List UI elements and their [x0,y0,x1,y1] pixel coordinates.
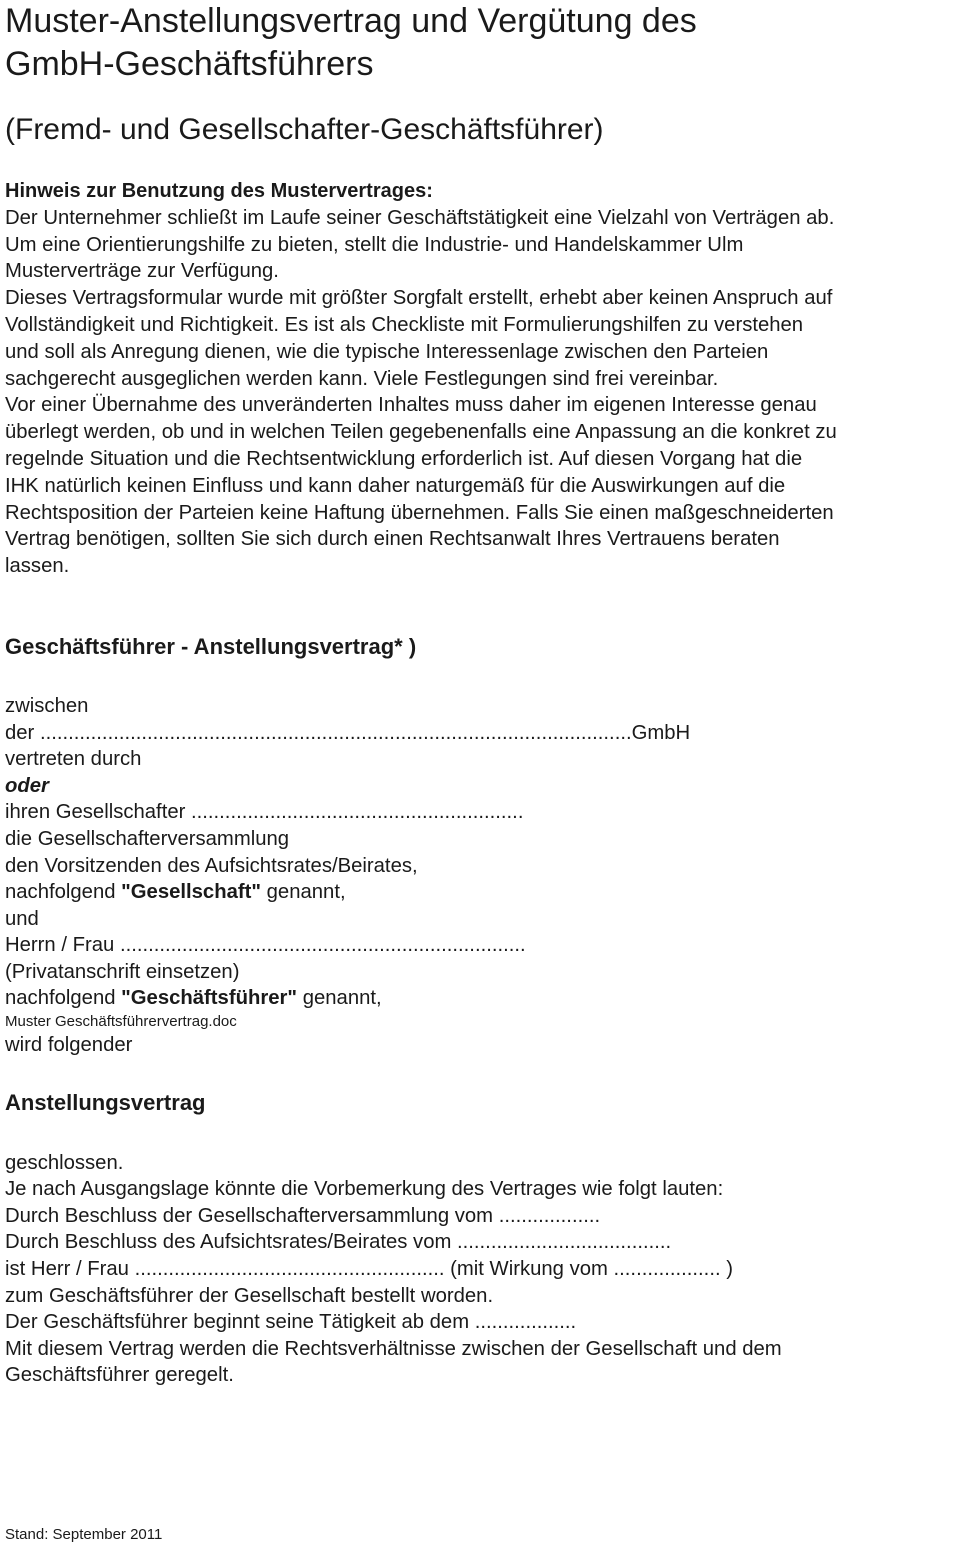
document-subtitle: (Fremd- und Gesellschafter-Geschäftsführer) [5,113,604,146]
notice-line-5: Vollständigkeit und Richtigkeit. Es ist als Checkliste mit Formulierungshilfen zu verstehen [5,313,804,336]
notice-line-12: Rechtsposition der Parteien keine Haftung übernehmen. Falls Sie einen maßgeschneiderten [5,501,834,524]
designation-prefix: nachfolgend [5,881,122,904]
notice-line-13: Vertrag benötigen, sollten Sie sich durch einen Rechtsanwalt Ihres Vertrauens beraten [5,528,780,551]
party-address-hint: (Privatanschrift einsetzen) [5,960,240,983]
notice-line-3: Musterverträge zur Verfügung. [5,260,279,283]
designation-company: "Gesellschaft" [121,881,262,904]
party-assembly: die Gesellschafterversammlung [5,827,290,850]
section-heading: Geschäftsführer - Anstellungsvertrag* ) [5,633,417,659]
preamble-resolution-assembly: Durch Beschluss der Gesellschafterversammlung vom .................. [5,1204,601,1227]
party-and: und [5,907,39,930]
preamble-scope-line-2: Geschäftsführer geregelt. [5,1364,234,1387]
designation-suffix: genannt, [261,881,346,904]
contract-parties [5,693,957,1059]
designation-suffix: genannt, [297,987,382,1010]
party-manager-name: Herrn / Frau ........................................................................ [5,934,526,957]
notice-line-9: überlegt werden, ob und in welchen Teilen gegebenenfalls eine Anpassung an die konkret zu [5,421,837,444]
notice-line-1: Der Unternehmer schließt im Laufe seiner Geschäftstätigkeit eine Vielzahl von Verträgen ab. [5,206,835,229]
party-will: wird folgender [5,1034,133,1057]
preamble-appointed: zum Geschäftsführer der Gesellschaft bestellt worden. [5,1284,494,1307]
preamble-scope-line-1: Mit diesem Vertrag werden die Rechtsverhältnisse zwischen der Gesellschaft und dem [5,1337,782,1360]
notice-line-14: lassen. [5,555,70,578]
notice-line-2: Um eine Orientierungshilfe zu bieten, stellt die Industrie- und Handelskammer Ulm [5,233,744,256]
designation-manager: "Geschäftsführer" [121,987,298,1010]
preamble-appointee: ist Herr / Frau ....................................................... (mit Wirkung vom ................... ) [5,1258,733,1281]
notice-heading: Hinweis zur Benutzung des Mustervertrages: [5,180,433,202]
party-company: der .........................................................................................................GmbH [5,721,691,744]
notice-line-4: Dieses Vertragsformular wurde mit größter Sorgfalt erstellt, erhebt aber keinen Anspruch auf [5,287,833,310]
notice-line-7: sachgerecht ausgeglichen werden kann. Viele Festlegungen sind frei vereinbar. [5,367,719,390]
party-manager-designation [5,985,957,1012]
party-between: zwischen [5,694,89,717]
party-company-designation [5,879,957,906]
preamble-start-date: Der Geschäftsführer beginnt seine Tätigkeit ab dem .................. [5,1311,577,1334]
party-represented: vertreten durch [5,748,142,771]
footer-date: Stand: September 2011 [5,1526,163,1543]
preamble-intro: Je nach Ausgangslage könnte die Vorbemerkung des Vertrages wie folgt lauten: [5,1178,724,1201]
contract-heading: Anstellungsvertrag [5,1089,206,1115]
party-or: oder [5,774,49,797]
preamble-concluded: geschlossen. [5,1151,124,1174]
notice-line-11: IHK natürlich keinen Einfluss und kann daher naturgemäß für die Auswirkungen auf die [5,474,786,497]
notice-line-8: Vor einer Übernahme des unveränderten Inhaltes muss daher im eigenen Interesse genau [5,394,817,417]
party-chair: den Vorsitzenden des Aufsichtsrates/Beirates, [5,854,418,877]
document-page [5,0,957,1389]
notice-line-10: regelnde Situation und die Rechtsentwicklung erforderlich ist. Auf diesen Vorgang hat die [5,447,803,470]
title-line-1: Muster-Anstellungsvertrag und Vergütung des [5,2,697,40]
title-line-2: GmbH-Geschäftsführers [5,45,374,83]
document-filename: Muster Geschäftsführervertrag.doc [5,1013,237,1031]
preamble-resolution-board: Durch Beschluss des Aufsichtsrates/Beirates vom ...................................... [5,1231,672,1254]
usage-notice [5,178,957,580]
designation-prefix: nachfolgend [5,987,122,1010]
contract-preamble [5,1150,957,1389]
document-title [5,0,957,86]
party-shareholder: ihren Gesellschafter ........................................................... [5,801,524,824]
notice-line-6: und soll als Anregung dienen, wie die typische Interessenlage zwischen den Parteien [5,340,769,363]
